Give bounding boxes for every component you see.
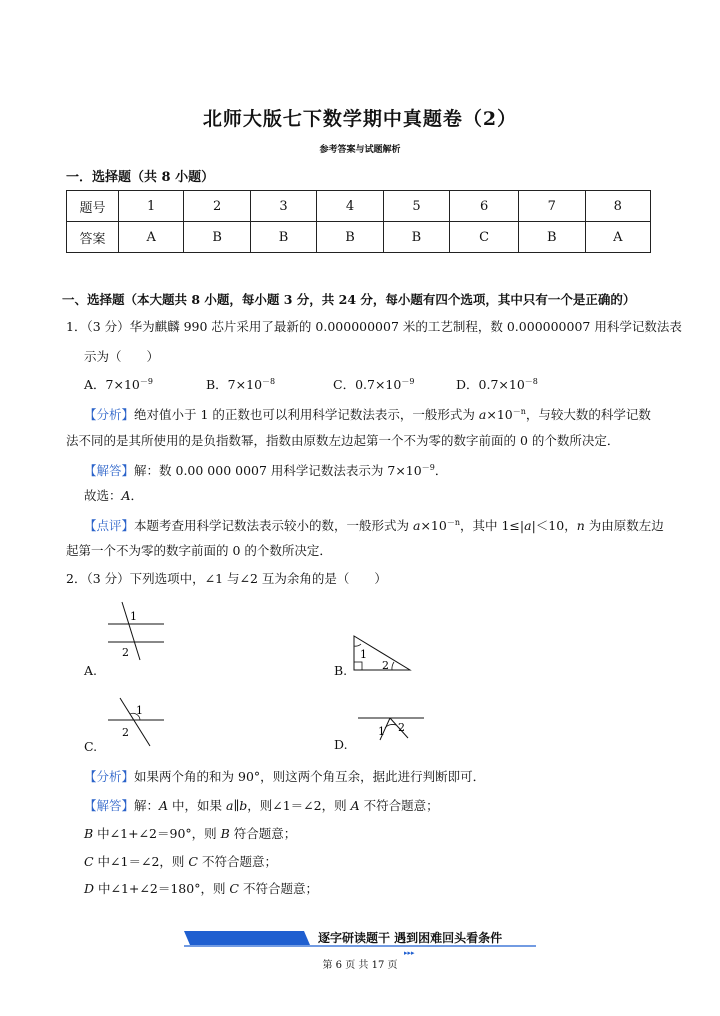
page-number: 第 6 页 共 17 页 — [322, 960, 398, 971]
option-letter: D — [84, 881, 95, 896]
page-subtitle: 参考答案与试题解析 — [319, 145, 401, 155]
choice-text: 故选： — [84, 488, 122, 503]
q1-stem-cont: 示为（ ） — [84, 349, 160, 364]
table-cell: 3 — [250, 191, 316, 222]
q1-choice — [84, 487, 143, 505]
table-cell: B — [317, 222, 383, 253]
option-text: C．0.7×10 — [333, 377, 402, 392]
table-cell: B — [383, 222, 449, 253]
analysis-text: ×10 — [486, 407, 513, 422]
q2-solution-d — [84, 880, 318, 898]
var-a: a — [478, 407, 487, 422]
arrow-icon: ▸▸▸ — [404, 949, 415, 957]
solution-text: 符合题意； — [229, 826, 297, 841]
exponent: －8 — [262, 377, 276, 386]
option-letter: A — [159, 798, 169, 813]
table-row — [67, 191, 651, 222]
q2-analysis — [84, 768, 485, 786]
page-title: 北师大版七下数学期中真题卷（2） — [202, 108, 518, 130]
comment-text: ×10 — [420, 518, 447, 533]
option-letter: C — [188, 854, 198, 869]
q1-option-a — [84, 375, 153, 393]
solution-tag: 【解答】 — [84, 798, 135, 813]
angle-label-1: 1 — [378, 725, 385, 738]
table-cell: A — [585, 222, 650, 253]
figure-b-label: B. — [334, 663, 348, 678]
exponent: －9 — [139, 377, 153, 386]
angle-label-2: 2 — [122, 726, 129, 739]
figure-a-label: A. — [84, 663, 98, 678]
figure-d-label: D. — [334, 737, 348, 752]
solution-text: 不符合题意； — [359, 798, 439, 813]
q2-stem: 2．（3 分）下列选项中，∠1 与∠2 互为余角的是（ ） — [66, 571, 387, 586]
solution-text: 不符合题意； — [197, 854, 277, 869]
angle-label-2: 2 — [382, 659, 389, 672]
comment-tag: 【点评】 — [84, 518, 135, 533]
table-cell: 6 — [450, 191, 519, 222]
exponent: －8 — [524, 377, 538, 386]
q1-analysis — [84, 403, 651, 424]
figure-c-label: C. — [84, 739, 98, 754]
q2-solution-c — [84, 853, 277, 871]
angle-label-1: 1 — [360, 648, 367, 661]
var-a: a — [524, 518, 532, 533]
comment-text: ，其中 1≤| — [460, 518, 525, 533]
table-cell: 5 — [383, 191, 449, 222]
q1-option-b — [206, 375, 275, 393]
solution-text: 不符合题意； — [239, 881, 318, 896]
option-text: B．7×10 — [206, 377, 263, 392]
table-cell: A — [119, 222, 184, 253]
solution-text: 中∠1＝∠2，则 — [93, 854, 189, 869]
option-letter: B — [220, 826, 230, 841]
analysis-tag: 【分析】 — [84, 769, 135, 784]
solution-text: 中∠1+∠2＝90°，则 — [93, 826, 221, 841]
table-cell: C — [450, 222, 519, 253]
figure-b — [348, 632, 414, 674]
footer-slogan: 逐字研读题干 遇到困难回头看条件 — [318, 931, 503, 945]
solution-text: ． — [434, 463, 448, 478]
comment-text: 为由原数左边 — [584, 518, 664, 533]
exponent: －9 — [401, 377, 415, 386]
table-cell: 2 — [184, 191, 250, 222]
choice-value: A — [121, 488, 131, 503]
angle-label-2: 2 — [398, 721, 405, 734]
option-letter: C — [229, 881, 239, 896]
q1-comment-cont: 起第一个不为零的数字前面的 0 的个数所决定． — [66, 543, 332, 558]
comment-text: |＜10， — [531, 518, 577, 533]
solution-tag: 【解答】 — [84, 463, 135, 478]
exponent: －n — [512, 407, 526, 416]
option-letter: C — [84, 854, 94, 869]
solution-text: 解：数 0.00 000 0007 用科学记数法表示为 7×10 — [134, 463, 422, 478]
figure-a — [100, 600, 170, 662]
q1-solution — [84, 459, 447, 480]
analysis-text: 如果两个角的和为 90°，则这两个角互余，据此进行判断即可． — [134, 769, 486, 784]
table-cell: 8 — [585, 191, 650, 222]
angle-label-1: 1 — [130, 610, 137, 623]
table-cell: 7 — [519, 191, 585, 222]
angle-label-2: 2 — [122, 646, 129, 659]
q1-analysis-cont: 法不同的是其所使用的是负指数幂，指数由原数左边起第一个不为零的数字前面的 0 的个数所决定． — [66, 433, 620, 448]
table-header-cell: 题号 — [67, 191, 119, 222]
var-n: n — [576, 518, 585, 533]
solution-text: 中，如果 — [168, 798, 227, 813]
exponent: －n — [446, 518, 460, 527]
solution-text: 解： — [134, 798, 160, 813]
figure-c — [100, 696, 170, 748]
figure-d — [352, 706, 428, 746]
exponent: －9 — [421, 463, 435, 472]
solution-text: 中∠1+∠2＝180°，则 — [94, 881, 230, 896]
table-cell: 4 — [317, 191, 383, 222]
choice-text: ． — [130, 488, 144, 503]
q2-solution-b — [84, 825, 296, 843]
table-cell: 1 — [119, 191, 184, 222]
table-cell: B — [519, 222, 585, 253]
analysis-tag: 【分析】 — [84, 407, 135, 422]
parallel-expr: a∥b — [226, 798, 248, 813]
section-heading-1: 一．选择题（共 8 小题） — [66, 170, 215, 185]
analysis-text: 绝对值小于 1 的正数也可以利用科学记数法表示，一般形式为 — [134, 407, 479, 422]
table-cell: B — [250, 222, 316, 253]
q1-stem: 1．（3 分）华为麒麟 990 芯片采用了最新的 0.000000007 米的工艺制程，数 0.000000007 用科学记数法表 — [66, 319, 682, 334]
var-a: a — [413, 518, 421, 533]
table-row — [67, 222, 651, 253]
table-cell: B — [184, 222, 250, 253]
section-heading-2: 一、选择题（本大题共 8 小题，每小题 3 分，共 24 分，每小题有四个选项，其中只有一个是正确的） — [62, 292, 636, 307]
angle-label-1: 1 — [136, 704, 143, 717]
q1-option-c — [333, 375, 414, 393]
solution-text: ，则∠1＝∠2，则 — [247, 798, 351, 813]
option-text: A．7×10 — [84, 377, 140, 392]
q1-option-d — [456, 375, 538, 393]
analysis-text: ，与较大数的科学记数 — [525, 407, 651, 422]
q2-solution — [84, 797, 439, 815]
option-letter: B — [84, 826, 94, 841]
option-text: D．0.7×10 — [456, 377, 525, 392]
answer-table — [66, 190, 651, 253]
q1-comment — [84, 514, 664, 535]
option-letter: A — [350, 798, 360, 813]
comment-text: 本题考查用科学记数法表示较小的数，一般形式为 — [134, 518, 413, 533]
table-header-cell: 答案 — [67, 222, 119, 253]
